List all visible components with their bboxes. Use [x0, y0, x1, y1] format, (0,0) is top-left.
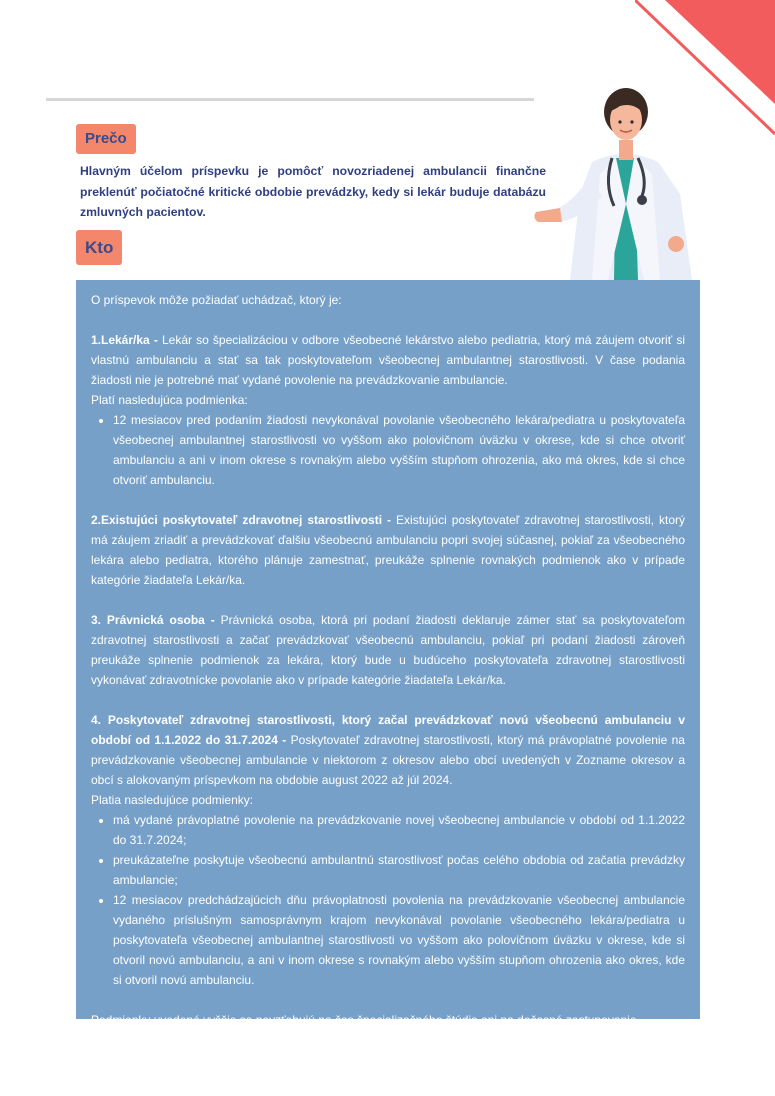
purpose-text: Hlavným účelom príspevku je pomôcť novozriadenej ambulancii finančne preklenúť počiatočné kritické obdobie prevádzky, kedy si lekár buduje databázu zmluvných pacientov. [80, 164, 546, 219]
item-doctor-text: Lekár so špecializáciou v odbore všeobecné lekárstvo alebo pediatria, ktorý má záujem otvoriť si vlastnú ambulanciu a stať sa tak poskytovateľom všeobecnej ambulantnej starostlivosti. V čase podania žiadosti nie je potrebné mať vydané povolenie na prevádzkovanie ambulancie. [91, 333, 686, 387]
section-heading-preco: Prečo [76, 124, 136, 154]
item-new-clinic-provider [91, 710, 685, 790]
item-doctor-conditions [91, 410, 685, 490]
doctor-illustration [530, 84, 720, 280]
item-existing-provider-text: Existujúci poskytovateľ zdravotnej starostlivosti, ktorý má záujem zriadiť a prevádzkovať ďalšiu všeobecnú ambulanciu popri svojej súčasnej, pokiaľ za všeobecného lekára alebo pediatra, ktorého plánuje zamestnať, preukáže splnenie rovnakých podmienok ako v prípade kategórie žiadateľa Lekár/ka. [91, 513, 685, 587]
header-divider [46, 98, 534, 101]
item-new-clinic-conditions [91, 810, 685, 990]
eligibility-footer: Podmienky uvedené vyššie sa nevzťahujú na čas špecializačného štúdia ani na dočasné zastupovanie. [91, 1013, 640, 1027]
list-item: • má vydané právoplatné povolenie na prevádzkovanie novej všeobecnej ambulancie v období od 1.1.2022 do 31.7.2024; [113, 810, 685, 850]
item-legal-entity [91, 610, 685, 690]
list-item: • 12 mesiacov predchádzajúcich dňu právoplatnosti povolenia na prevádzkovanie všeobecnej ambulancie vydaného príslušným samosprávnym krajom nevykonával povolanie všeobecného lekára/pediatra u poskytovateľa všeobecnej ambulantnej starostlivosti vo vyššom ako polovičnom úväzku v okrese, kde si otvoril novú ambulanciu, a ani v inom okrese s rovnakým alebo vyšším stupňom ohrozenia ako okres, kde si otvoril novú ambulanciu. [113, 890, 685, 990]
item-new-clinic-provider-title: 4. Poskytovateľ zdravotnej starostlivosti, ktorý začal prevádzkovať novú všeobecnú ambulanciu v období od 1.1.2022 do 31.7.2024 - [91, 713, 685, 747]
item-existing-provider [91, 510, 685, 590]
item-new-clinic-provider-text: Poskytovateľ zdravotnej starostlivosti, ktorý má právoplatné povolenie na prevádzkovanie všeobecnej ambulancie v niektorom z okresov alebo obcí uvedených v Zozname okresov a obcí s alokovaným príspevkom na obdobie august 2022 až júl 2024. [91, 733, 685, 787]
list-item: • 12 mesiacov pred podaním žiadosti nevykonával povolanie všeobecného lekára/pediatra u poskytovateľa všeobecnej ambulantnej starostlivosti vo vyššom ako polovičnom úväzku v okrese, kde si chce otvoriť ambulanciu a ani v inom okrese s rovnakým alebo vyšším stupňom ohrozenia, ako má okres, kde si chce otvoriť ambulanciu. [113, 410, 685, 490]
list-item: • preukázateľne poskytuje všeobecnú ambulantnú starostlivosť počas celého obdobia od začatia prevádzky ambulancie; [113, 850, 685, 890]
item-legal-entity-text: Právnická osoba, ktorá pri podaní žiadosti deklaruje zámer stať sa poskytovateľom zdravotnej starostlivosti a začať prevádzkovať všeobecnú ambulanciu, pokiaľ pri podaní žiadosti zároveň preukáže splnenie podmienok za lekára, ktorý bude u budúceho poskytovateľa zdravotnej starostlivosti vykonávať zdravotnícke povolanie ako v prípade kategórie žiadateľa Lekár/ka. [91, 613, 686, 687]
section-heading-kto: Kto [76, 230, 122, 265]
item-doctor-title: 1.Lekár/ka - [91, 333, 158, 347]
item-doctor [91, 330, 685, 390]
eligibility-panel [76, 280, 700, 1027]
item-new-clinic-condition-label: Platia nasledujúce podmienky: [91, 793, 254, 807]
item-existing-provider-title: 2.Existujúci poskytovateľ zdravotnej starostlivosti - [91, 513, 392, 527]
item-doctor-condition-label: Platí nasledujúca podmienka: [91, 393, 248, 407]
item-legal-entity-title: 3. Právnická osoba - [91, 613, 215, 627]
eligibility-intro: O príspevok môže požiadať uchádzač, ktorý je: [91, 293, 342, 307]
